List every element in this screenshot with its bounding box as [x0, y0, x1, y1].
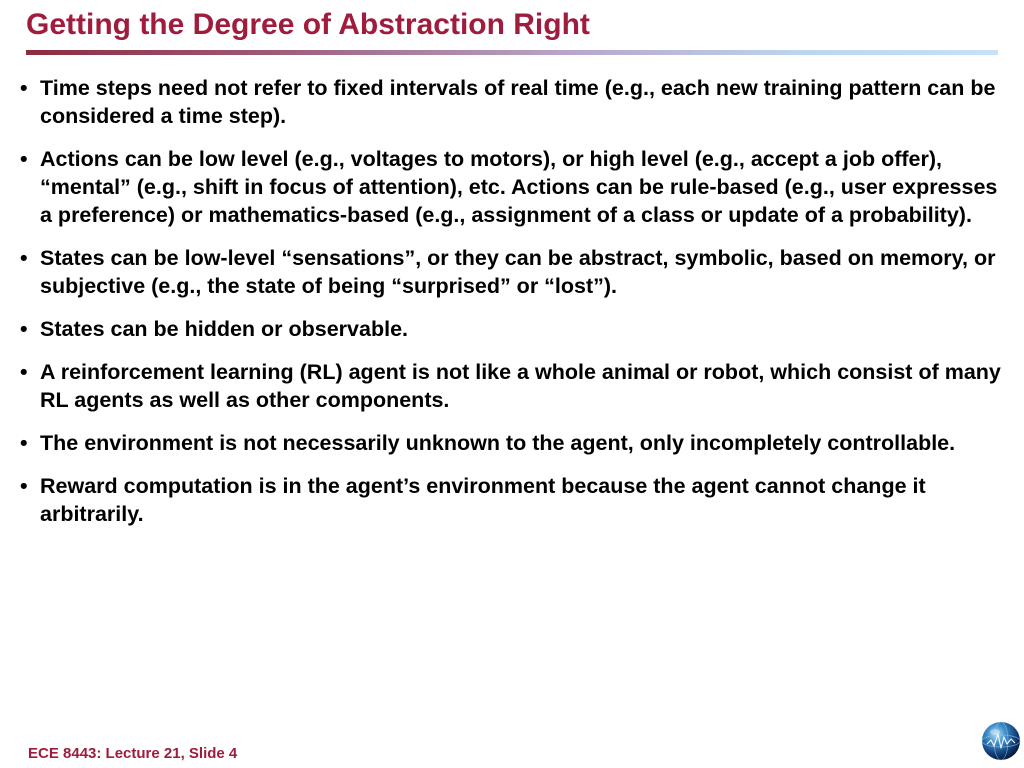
slide-title: Getting the Degree of Abstraction Right: [26, 8, 590, 41]
bullet-text: Reward computation is in the agent’s environment because the agent cannot change it arbitrarily.: [40, 474, 926, 526]
bullet-item: [20, 244, 1005, 300]
bullet-marker: •: [20, 147, 28, 171]
slide-footer: ECE 8443: Lecture 21, Slide 4: [28, 745, 238, 762]
bullet-item: [20, 145, 1005, 229]
bullet-marker: •: [20, 474, 28, 498]
bullet-marker: •: [20, 317, 28, 341]
bullet-text: A reinforcement learning (RL) agent is not like a whole animal or robot, which consist of many RL agents as well as other components.: [40, 360, 1001, 412]
bullet-item: [20, 358, 1005, 414]
bullet-marker: •: [20, 246, 28, 270]
globe-icon: [980, 720, 1022, 762]
bullet-text: Time steps need not refer to fixed intervals of real time (e.g., each new training pattern can be considered a time step).: [40, 76, 996, 128]
bullet-text: States can be low-level “sensations”, or they can be abstract, symbolic, based on memory, or subjective (e.g., the state of being “surprised” or “lost”).: [40, 246, 996, 298]
bullet-item: [20, 74, 1005, 130]
bullet-item: [20, 429, 1005, 457]
bullet-text: The environment is not necessarily unknown to the agent, only incompletely controllable.: [40, 431, 956, 455]
bullet-text: Actions can be low level (e.g., voltages to motors), or high level (e.g., accept a job offer), “mental” (e.g., shift in focus of attention), etc. Actions can be rule-based (e.g., user expresses a preference) or mathematics-based (e.g., assignment of a class or update of a probability).: [40, 147, 998, 227]
title-underline: [26, 50, 998, 55]
bullet-marker: •: [20, 76, 28, 100]
bullet-list: [20, 74, 1005, 543]
bullet-text: States can be hidden or observable.: [40, 317, 408, 341]
bullet-item: [20, 472, 1005, 528]
bullet-marker: •: [20, 360, 28, 384]
bullet-marker: •: [20, 431, 28, 455]
bullet-item: [20, 315, 1005, 343]
